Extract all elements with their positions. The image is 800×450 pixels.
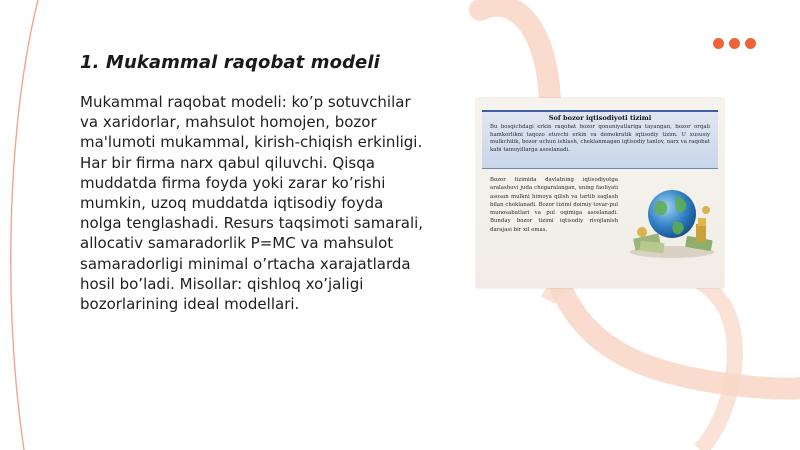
menu-dots xyxy=(713,38,756,49)
picture-header-box xyxy=(482,110,718,169)
illustration-picture xyxy=(476,98,724,288)
slide-body-text: Mukammal raqobat modeli: ko’p sotuvchilar va xaridorlar, mahsulot homojen, bozor ma'lumoti mukammal, kirish-chiqish erkinligi. Har bir firma narx qabul qiluvchi. Qisqa muddatda firma foyda yoki zarar ko’rishi mumkin, uzoq muddatda iqtisodiy foyda nolga tenglashadi. Resurs taqsimoti samarali, allocativ samaradorlik P=MC va mahsulot samaradorligi minimal o’rtacha xarajatlarda hosil bo’ladi. Misollar: qishloq xo’jaligi bozorlarining ideal modellari. xyxy=(80,93,424,314)
globe-money-icon xyxy=(626,180,718,260)
dot-icon xyxy=(729,38,740,49)
slide-title: 1. Mukammal raqobat modeli xyxy=(80,52,380,73)
picture-heading: Sof bozor iqtisodiyoti tizimi xyxy=(548,114,652,122)
picture-top-text: Bu bosqichdagi erkin raqobat bozor qonuniyatlariga tayangan, bozor orqali hamkorlikni taqozo etuvchi erkin va demokratik iqtisodiy tizim. U xususiy mulkchilik, bozor uchun ishlash, cheklanmagan iqtisodiy tanlov, narx va raqobat kabi tamoyillarga asoslanadi. xyxy=(490,124,710,153)
dot-icon xyxy=(713,38,724,49)
dot-icon xyxy=(745,38,756,49)
picture-bottom-text: Bozor tizimida davlatning iqtisodiyotga aralashuvi juda chegaralangan, uning faoliyati asosan mulkni himoya qilish va tartib saqlash bilan cheklanadi. Bozor tizimi doimiy tovar-pul munosabatlari va pul oqimiga asoslanadi. Bunday bozor tizimi iqtisodiy rivojlanish darajasi bir xil emas. xyxy=(490,177,618,233)
